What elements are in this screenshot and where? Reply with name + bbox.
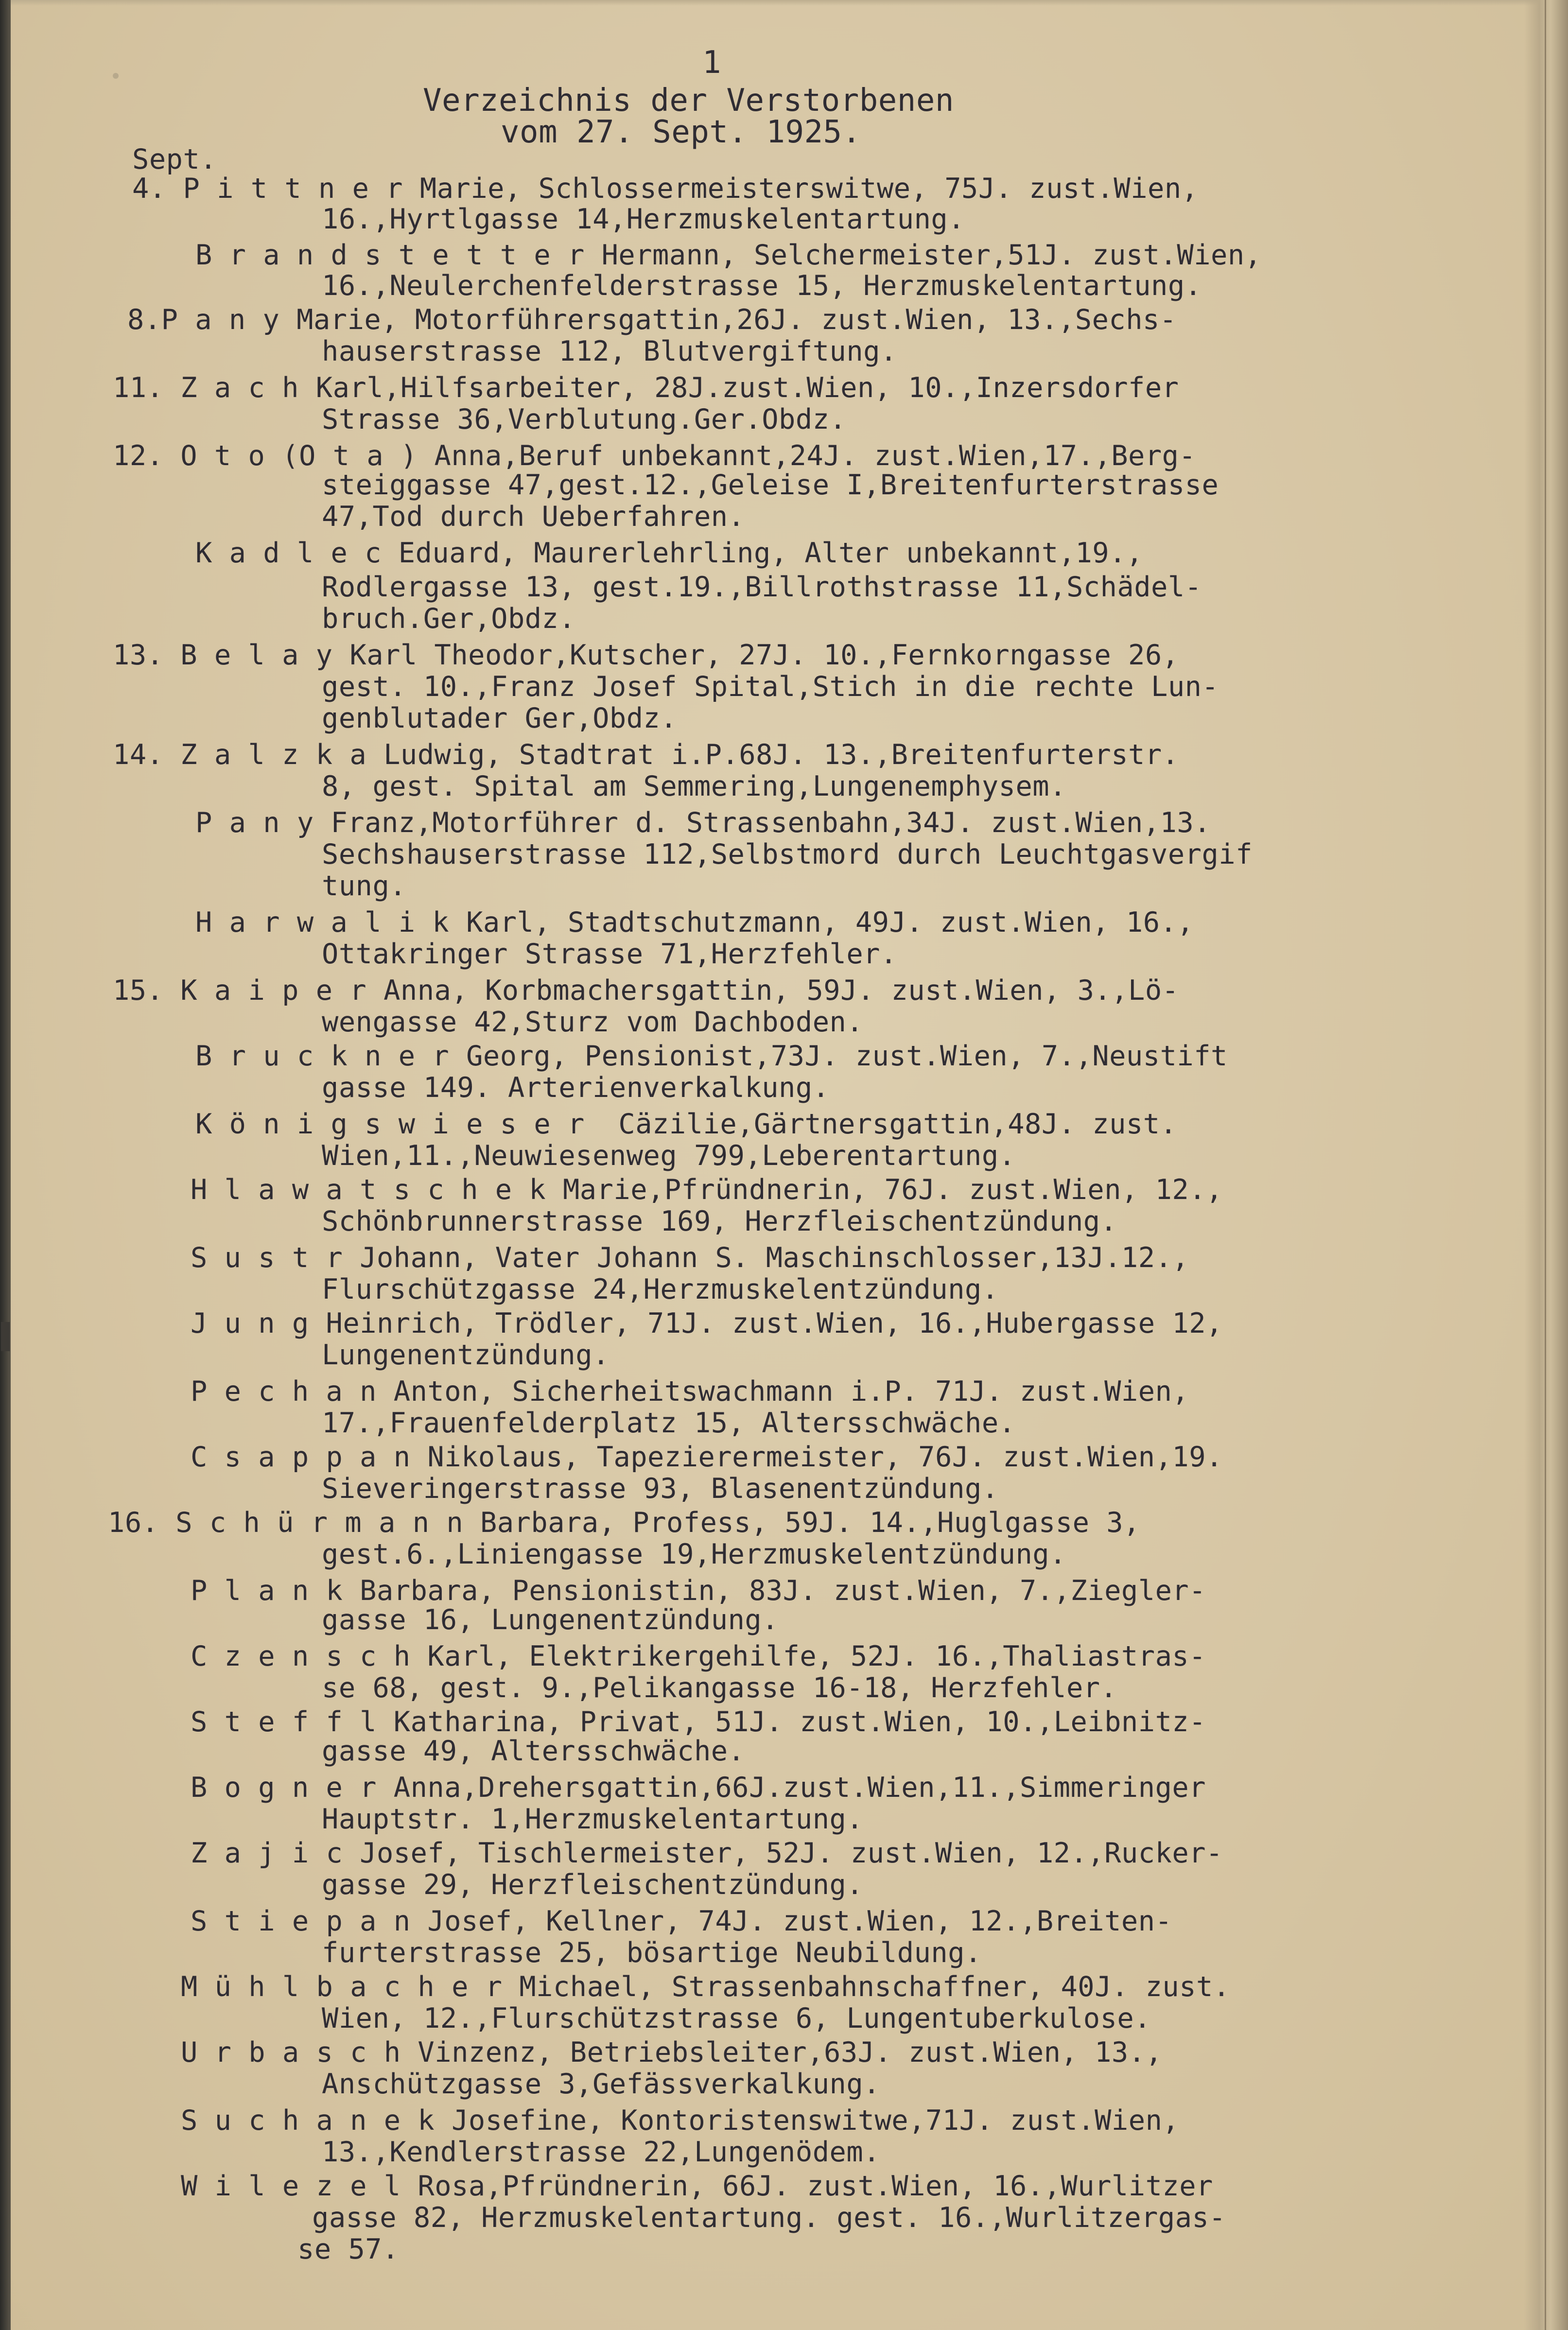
entry-line: se 57.	[297, 2233, 399, 2265]
entry-line: 4. P i t t n e r Marie, Schlossermeisterswitwe, 75J. zust.Wien,	[132, 173, 1199, 205]
entry-line: Ottakringer Strasse 71,Herzfehler.	[322, 938, 897, 970]
entry-line: Strasse 36,Verblutung.Ger.Obdz.	[322, 403, 847, 435]
entry-line: U r b a s c h Vinzenz, Betriebsleiter,63J. zust.Wien, 13.,	[181, 2036, 1163, 2069]
entry-line: 14. Z a l z k a Ludwig, Stadtrat i.P.68J. 13.,Breitenfurterstr.	[113, 739, 1179, 771]
entry-line: Sechshauserstrasse 112,Selbstmord durch Leuchtgasvergif	[322, 838, 1253, 870]
entry-line: 8, gest. Spital am Semmering,Lungenemphysem.	[322, 770, 1066, 802]
entry-line: Schönbrunnerstrasse 169, Herzfleischentzündung.	[322, 1205, 1117, 1237]
entry-line: J u n g Heinrich, Trödler, 71J. zust.Wien, 16.,Hubergasse 12,	[191, 1307, 1223, 1339]
month-label: Sept.	[132, 143, 217, 175]
entry-line: Sieveringerstrasse 93, Blasenentzündung.	[322, 1473, 999, 1505]
entry-line: gasse 16, Lungenentzündung.	[322, 1604, 779, 1636]
entry-line: K a d l e c Eduard, Maurerlehrling, Alter unbekannt,19.,	[195, 537, 1143, 569]
entry-line: Anschützgasse 3,Gefässverkalkung.	[322, 2068, 880, 2100]
entry-line: Wien, 12.,Flurschützstrasse 6, Lungentuberkulose.	[322, 2002, 1151, 2034]
entry-line: Lungenentzündung.	[322, 1339, 610, 1371]
entry-line: 47,Tod durch Ueberfahren.	[322, 501, 745, 533]
entry-line: B o g n e r Anna,Drehersgattin,66J.zust.Wien,11.,Simmeringer	[191, 1772, 1206, 1804]
entry-line: gest. 10.,Franz Josef Spital,Stich in die rechte Lun-	[322, 671, 1219, 703]
entry-line: Hauptstr. 1,Herzmuskelentartung.	[322, 1803, 864, 1835]
entry-line: gest.6.,Liniengasse 19,Herzmuskelentzündung.	[322, 1538, 1066, 1570]
entry-line: se 68, gest. 9.,Pelikangasse 16-18, Herzfehler.	[322, 1672, 1117, 1704]
entry-line: S u s t r Johann, Vater Johann S. Maschinschlosser,13J.12.,	[191, 1242, 1189, 1274]
entry-line: gasse 29, Herzfleischentzündung.	[322, 1869, 864, 1901]
paper-speck	[113, 73, 119, 79]
entry-line: P a n y Franz,Motorführer d. Strassenbahn,34J. zust.Wien,13.	[195, 807, 1211, 839]
entry-line: 16.,Hyrtlgasse 14,Herzmuskelentartung.	[322, 203, 965, 235]
entry-line: Rodlergasse 13, gest.19.,Billrothstrasse 11,Schädel-	[322, 571, 1202, 603]
entry-line: bruch.Ger,Obdz.	[322, 603, 576, 635]
entry-line: gasse 149. Arterienverkalkung.	[322, 1072, 830, 1104]
page-binding	[0, 0, 11, 2330]
binding-mark	[1, 1322, 10, 1351]
entry-line: hauserstrasse 112, Blutvergiftung.	[322, 335, 897, 367]
entry-line: M ü h l b a c h e r Michael, Strassenbahnschaffner, 40J. zust.	[181, 1971, 1230, 2003]
entry-line: S t i e p a n Josef, Kellner, 74J. zust.Wien, 12.,Breiten-	[191, 1905, 1172, 1937]
document-date: vom 27. Sept. 1925.	[501, 114, 861, 150]
entry-line: 13.,Kendlerstrasse 22,Lungenödem.	[322, 2136, 880, 2168]
entry-line: H a r w a l i k Karl, Stadtschutzmann, 49J. zust.Wien, 16.,	[195, 906, 1194, 939]
entry-line: C z e n s c h Karl, Elektrikergehilfe, 52J. 16.,Thaliastras-	[191, 1640, 1206, 1672]
entry-line: P e c h a n Anton, Sicherheitswachmann i.P. 71J. zust.Wien,	[191, 1375, 1189, 1408]
entry-line: C s a p p a n Nikolaus, Tapezierermeister, 76J. zust.Wien,19.	[191, 1441, 1223, 1473]
page-number: 1	[702, 45, 722, 81]
entry-line: gasse 49, Altersschwäche.	[322, 1735, 745, 1767]
entry-line: S u c h a n e k Josefine, Kontoristenswitwe,71J. zust.Wien,	[181, 2104, 1180, 2137]
entry-line: P l a n k Barbara, Pensionistin, 83J. zust.Wien, 7.,Ziegler-	[191, 1575, 1206, 1607]
entry-line: gasse 82, Herzmuskelentartung. gest. 16.,Wurlitzergas-	[312, 2202, 1226, 2234]
page-right-edge	[1524, 0, 1568, 2330]
entry-line: H l a w a t s c h e k Marie,Pfründnerin, 76J. zust.Wien, 12.,	[191, 1174, 1223, 1206]
entry-line: W i l e z e l Rosa,Pfründnerin, 66J. zust.Wien, 16.,Wurlitzer	[181, 2170, 1213, 2202]
entry-line: K ö n i g s w i e s e r Cäzilie,Gärtnersgattin,48J. zust.	[195, 1108, 1177, 1140]
entry-line: S t e f f l Katharina, Privat, 51J. zust.Wien, 10.,Leibnitz-	[191, 1706, 1206, 1738]
entry-line: B r a n d s t e t t e r Hermann, Selchermeister,51J. zust.Wien,	[195, 239, 1262, 271]
page-top-edge	[11, 0, 1568, 6]
entry-line: Wien,11.,Neuwiesenweg 799,Leberentartung.	[322, 1140, 1016, 1172]
entry-line: Flurschützgasse 24,Herzmuskelentzündung.	[322, 1273, 999, 1305]
entry-line: 13. B e l a y Karl Theodor,Kutscher, 27J. 10.,Fernkorngasse 26,	[113, 639, 1179, 671]
entry-line: steiggasse 47,gest.12.,Geleise I,Breitenfurterstrasse	[322, 469, 1219, 501]
entry-line: wengasse 42,Sturz vom Dachboden.	[322, 1006, 864, 1038]
entry-line: Z a j i c Josef, Tischlermeister, 52J. zust.Wien, 12.,Rucker-	[191, 1837, 1223, 1869]
entry-line: B r u c k n e r Georg, Pensionist,73J. zust.Wien, 7.,Neustift	[195, 1040, 1228, 1072]
entry-line: 15. K a i p e r Anna, Korbmachersgattin, 59J. zust.Wien, 3.,Lö-	[113, 974, 1179, 1007]
entry-line: 17.,Frauenfelderplatz 15, Altersschwäche.	[322, 1407, 1016, 1439]
entry-line: 16.,Neulerchenfelderstrasse 15, Herzmuskelentartung.	[322, 270, 1202, 302]
entry-line: 11. Z a c h Karl,Hilfsarbeiter, 28J.zust.Wien, 10.,Inzersdorfer	[113, 372, 1179, 404]
entry-line: 16. S c h ü r m a n n Barbara, Profess, 59J. 14.,Huglgasse 3,	[108, 1507, 1140, 1539]
entry-line: furterstrasse 25, bösartige Neubildung.	[322, 1937, 982, 1969]
entry-line: tung.	[322, 870, 407, 902]
entry-line: 12. O t o (O t a ) Anna,Beruf unbekannt,24J. zust.Wien,17.,Berg-	[113, 440, 1196, 472]
document-title: Verzeichnis der Verstorbenen	[423, 83, 954, 119]
entry-line: 8.P a n y Marie, Motorführersgattin,26J. zust.Wien, 13.,Sechs-	[127, 304, 1177, 336]
entry-line: genblutader Ger,Obdz.	[322, 702, 678, 734]
